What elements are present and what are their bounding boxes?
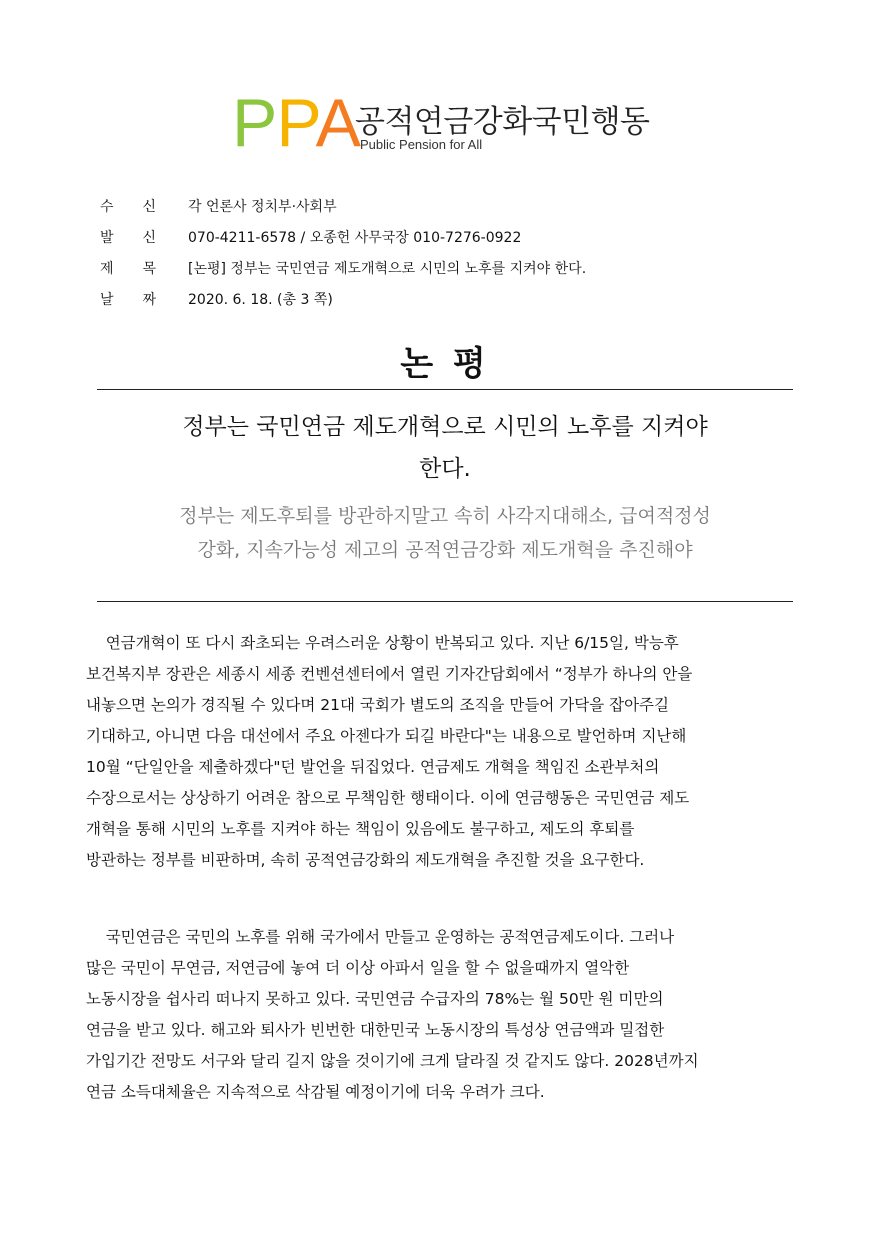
paragraph-line: 내놓으면 논의가 경직될 수 있다며 21대 국회가 별도의 조직을 만들어 가닥을 잡아주길	[86, 696, 670, 714]
paragraph-line: 연금을 받고 있다. 해고와 퇴사가 빈번한 대한민국 노동시장의 특성상 연금액과 밀접한	[86, 1021, 665, 1039]
ppa-logo-mark	[232, 85, 361, 161]
meta-value: 2020. 6. 18. (총 3 쪽)	[188, 292, 333, 308]
document-subtitle	[110, 499, 780, 567]
paragraph-line: 개혁을 통해 시민의 노후를 지켜야 하는 책임이 있음에도 불구하고, 제도의 후퇴를	[86, 820, 635, 838]
paragraph-line: 많은 국민이 무연금, 저연금에 놓여 더 이상 아파서 일을 할 수 없을때까지 열악한	[86, 959, 630, 977]
paragraph-line: 방관하는 정부를 비판하며, 속히 공적연금강화의 제도개혁을 추진할 것을 요구한다.	[86, 851, 645, 869]
org-name: 공적연금강화국민행동	[355, 104, 650, 140]
document-title	[110, 406, 780, 490]
logo-letter-p: P	[276, 85, 316, 161]
paragraph-line: 보건복지부 장관은 세종시 세종 컨벤션센터에서 열린 기자간담회에서 “정부가 하나의 안을	[86, 665, 693, 683]
meta-label: 제 목	[100, 261, 156, 277]
paragraph	[86, 922, 816, 1108]
divider	[97, 389, 793, 390]
paragraph	[86, 628, 816, 876]
meta-value: 070-4211-6578 / 오종헌 사무국장 010-7276-0922	[188, 230, 522, 246]
document-heading: 논 평	[400, 344, 490, 384]
meta-label: 수 신	[100, 199, 156, 215]
paragraph-line: 기대하고, 아니면 다음 대선에서 주요 아젠다가 되길 바란다"는 내용으로 발언하며 지난해	[86, 727, 687, 745]
paragraph-line: 국민연금은 국민의 노후를 위해 국가에서 만들고 운영하는 공적연금제도이다. 그러나	[86, 928, 675, 946]
meta-label: 발 신	[100, 230, 156, 246]
org-english-name: Public Pension for All	[360, 137, 483, 152]
title-line: 한다.	[419, 456, 471, 482]
paragraph-line: 연금 소득대체율은 지속적으로 삭감될 예정이기에 더욱 우려가 크다.	[86, 1083, 545, 1101]
meta-value: [논평] 정부는 국민연금 제도개혁으로 시민의 노후를 지켜야 한다.	[188, 261, 587, 277]
title-line: 정부는 국민연금 제도개혁으로 시민의 노후를 지켜야	[182, 414, 708, 440]
meta-label: 날 짜	[100, 292, 156, 308]
paragraph-line: 노동시장을 쉽사리 떠나지 못하고 있다. 국민연금 수급자의 78%는 월 50만 원 미만의	[86, 990, 664, 1008]
logo-letter-a: A	[315, 85, 361, 161]
paragraph-line: 10월 “단일안을 제출하겠다"던 발언을 뒤집었다. 연금제도 개혁을 책임진 소관부처의	[86, 758, 660, 776]
divider	[97, 601, 793, 602]
subtitle-line: 강화, 지속가능성 제고의 공적연금강화 제도개혁을 추진해야	[197, 539, 693, 561]
subtitle-line: 정부는 제도후퇴를 방관하지말고 속히 사각지대해소, 급여적정성	[179, 505, 711, 527]
logo-letter-p: P	[232, 85, 277, 161]
paragraph-line: 가입기간 전망도 서구와 달리 길지 않을 것이기에 크게 달라질 것 같지도 않다. 2028년까지	[86, 1052, 699, 1070]
meta-value: 각 언론사 정치부·사회부	[188, 199, 337, 215]
paragraph-line: 연금개혁이 또 다시 좌초되는 우려스러운 상황이 반복되고 있다. 지난 6/15일, 박능후	[86, 634, 679, 652]
paragraph-line: 수장으로서는 상상하기 어려운 참으로 무책임한 행태이다. 이에 연금행동은 국민연금 제도	[86, 789, 690, 807]
